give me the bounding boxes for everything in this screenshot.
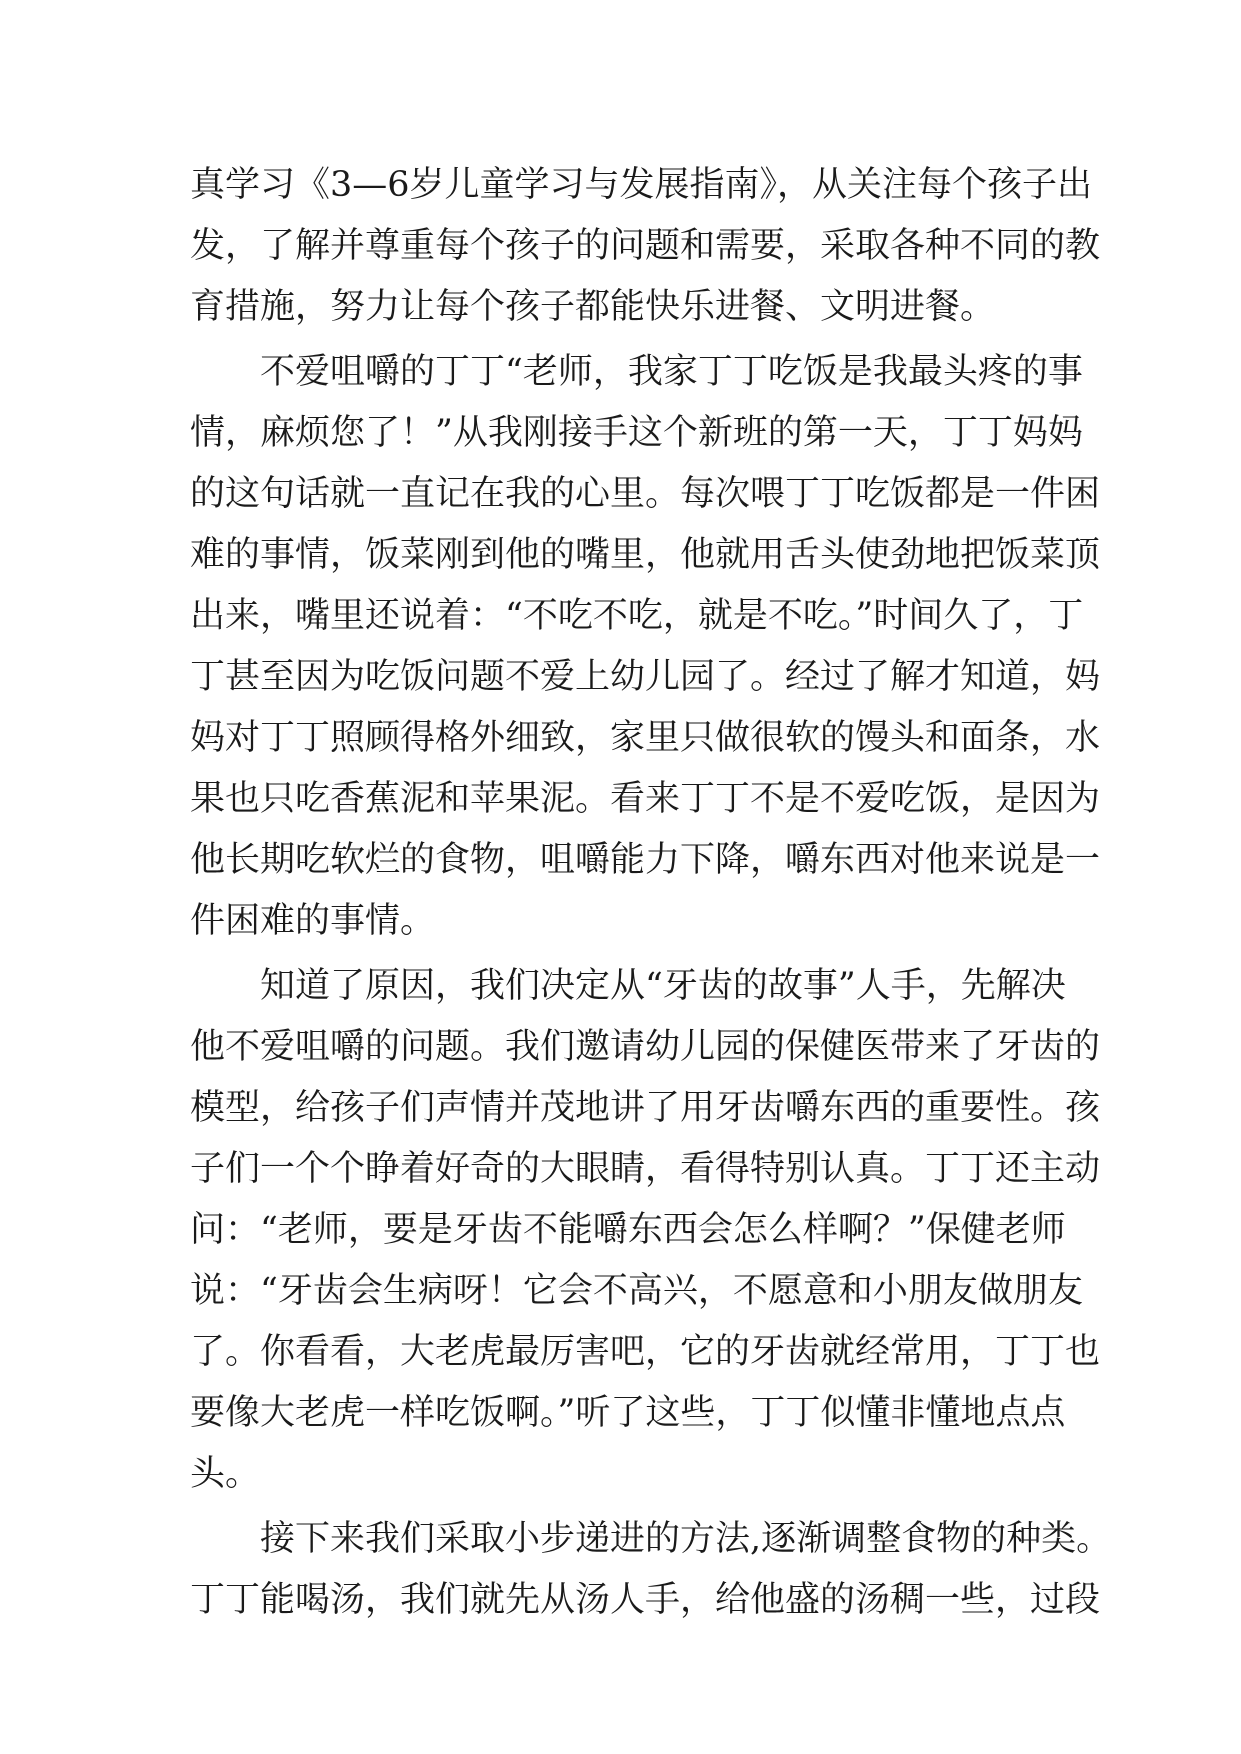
text-line: 情，麻烦您了！”从我刚接手这个新班的第一天，丁丁妈妈 — [190, 413, 1083, 453]
paragraph — [190, 155, 1101, 338]
text-line: 丁甚至因为吃饭问题不爱上幼儿园了。经过了解才知道，妈 — [190, 657, 1101, 697]
text-line: 育措施，努力让每个孩子都能快乐进餐、文明进餐。 — [190, 287, 996, 327]
text-line: 头。 — [190, 1454, 261, 1494]
text-line: 真学习《3—6岁儿童学习与发展指南》，从关注每个孩子出 — [190, 165, 1093, 205]
text-line: 问：“老师，要是牙齿不能嚼东西会怎么样啊？”保健老师 — [190, 1210, 1066, 1250]
text-line: 模型，给孩子们声情并茂地讲了用牙齿嚼东西的重要性。孩 — [190, 1088, 1101, 1128]
text-line: 不爱咀嚼的丁丁“老师，我家丁丁吃饭是我最头疼的事 — [260, 352, 1083, 392]
text-line: 他不爱咀嚼的问题。我们邀请幼儿园的保健医带来了牙齿的 — [190, 1027, 1101, 1067]
text-line: 难的事情，饭菜刚到他的嘴里，他就用舌头使劲地把饭菜顶 — [190, 535, 1101, 575]
text-line: 了。你看看，大老虎最厉害吧，它的牙齿就经常用，丁丁也 — [190, 1332, 1101, 1372]
text-line: 果也只吃香蕉泥和苹果泥。看来丁丁不是不爱吃饭，是因为 — [190, 779, 1101, 819]
text-line: 知道了原因，我们决定从“牙齿的故事”人手，先解决 — [260, 966, 1066, 1006]
text-line: 要像大老虎一样吃饭啊。”听了这些，丁丁似懂非懂地点点 — [190, 1393, 1066, 1433]
text-line: 的这句话就一直记在我的心里。每次喂丁丁吃饭都是一件困 — [190, 474, 1101, 514]
text-line: 接下来我们采取小步递进的方法,逐渐调整食物的种类。 — [260, 1519, 1112, 1559]
paragraph — [190, 342, 1101, 952]
text-line: 说：“牙齿会生病呀！它会不高兴，不愿意和小朋友做朋友 — [190, 1271, 1083, 1311]
text-line: 他长期吃软烂的食物，咀嚼能力下降，嚼东西对他来说是一 — [190, 840, 1101, 880]
paragraph — [190, 956, 1101, 1505]
text-line: 件困难的事情。 — [190, 901, 436, 941]
paragraph — [190, 1509, 1112, 1631]
text-line: 丁丁能喝汤，我们就先从汤人手，给他盛的汤稠一些，过段 — [190, 1580, 1101, 1620]
text-line: 发，了解并尊重每个孩子的问题和需要，采取各种不同的教 — [190, 226, 1101, 266]
text-line: 出来，嘴里还说着：“不吃不吃，就是不吃。”时间久了，丁 — [190, 596, 1084, 636]
text-line: 妈对丁丁照顾得格外细致，家里只做很软的馒头和面条，水 — [190, 718, 1101, 758]
document-body — [190, 155, 1112, 1631]
text-line: 子们一个个睁着好奇的大眼睛，看得特别认真。丁丁还主动 — [190, 1149, 1101, 1189]
